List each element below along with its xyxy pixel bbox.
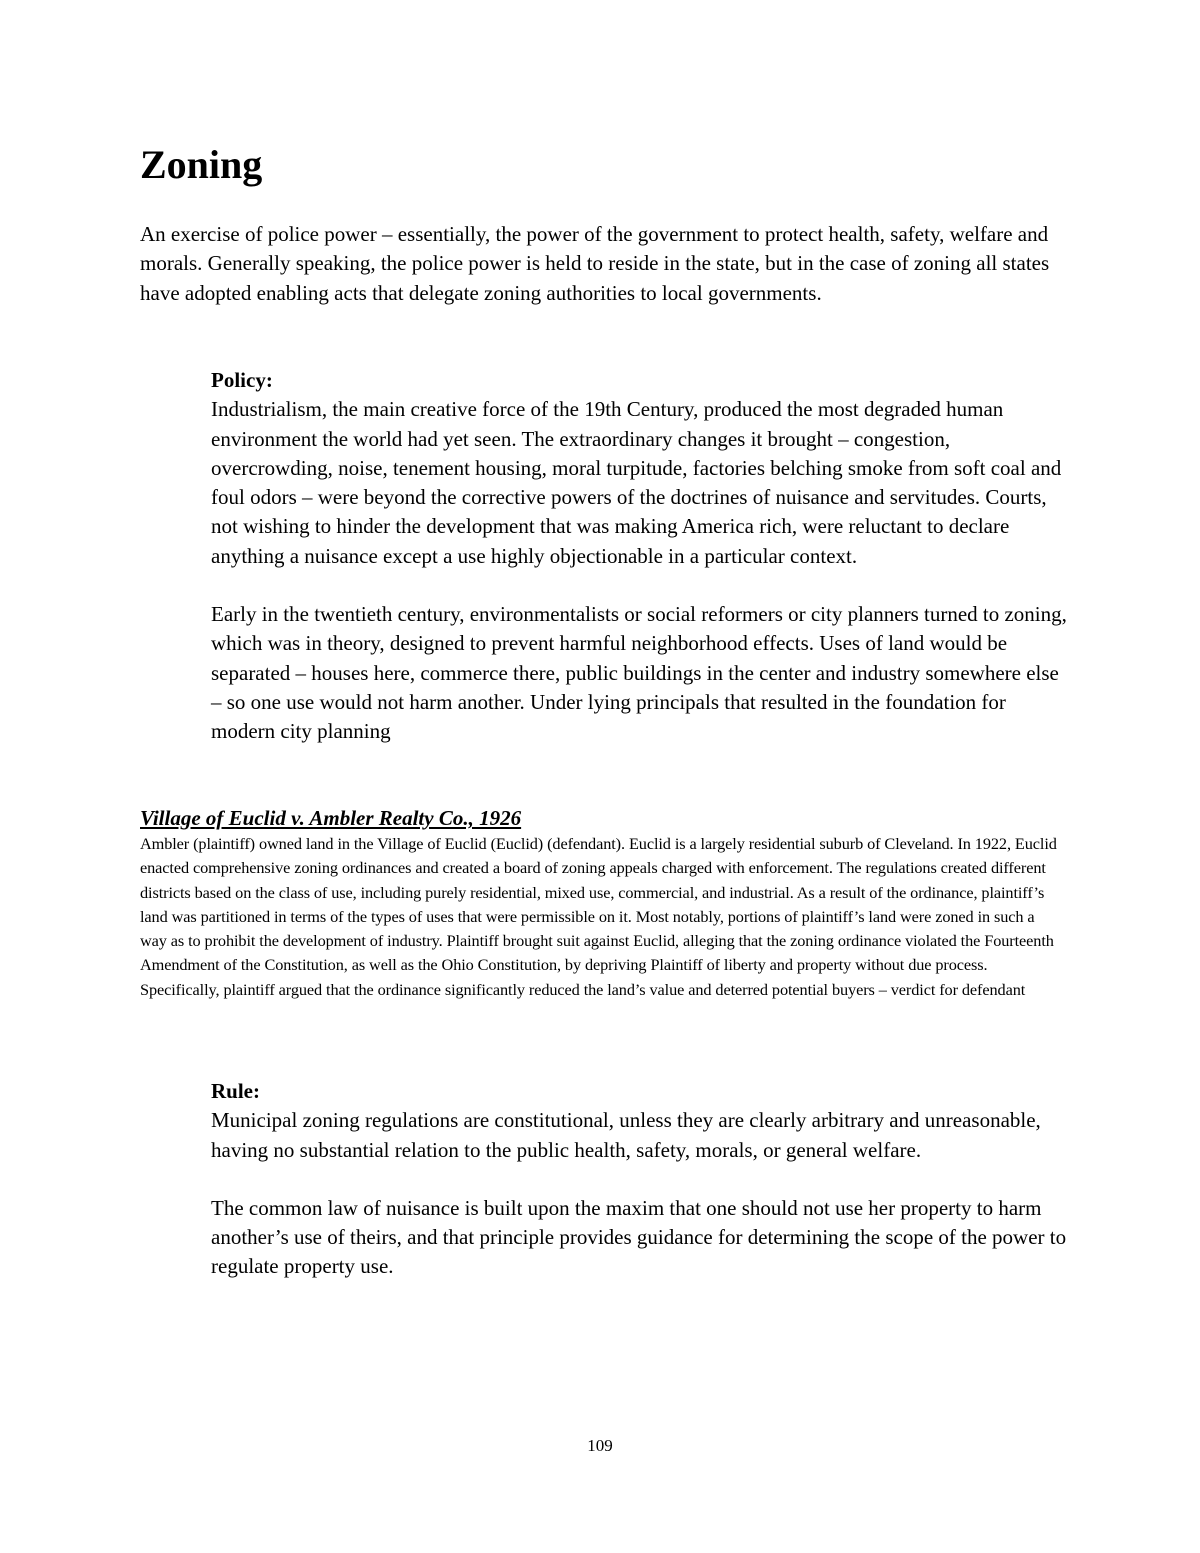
case-summary: Ambler (plaintiff) owned land in the Village of Euclid (Euclid) (defendant). Euclid is a largely residential suburb of Cleveland. In 1922, Euclid enacted comprehensive zoning ordinances and created a board of zoning appeals charged with enforcement. The regulations created different districts based on the class of use, including purely residential, mixed use, commercial, and industrial. As a result of the ordinance, plaintiff’s land was partitioned in terms of the types of uses that were permissible on it. Most notably, portions of plaintiff’s land were zoned in such a way as to prohibit the development of industry. Plaintiff brought suit against Euclid, alleging that the zoning ordinance violated the Fourteenth Amendment of the Constitution, as well as the Ohio Constitution, by depriving Plaintiff of liberty and property without due process. Specifically, plaintiff argued that the ordinance significantly reduced the land’s value and deterred potential buyers – verdict for defendant	[140, 834, 1057, 999]
rule-paragraph-1: Municipal zoning regulations are constitutional, unless they are clearly arbitrary and unreasonable, having no substantial relation to the public health, safety, morals, or general welfare.	[211, 1108, 1041, 1162]
policy-paragraph-1: Industrialism, the main creative force of the 19th Century, produced the most degraded human environment the world had yet seen. The extraordinary changes it brought – congestion, overcrowding, noise, tenement housing, moral turpitude, factories belching smoke from soft coal and foul odors – were beyond the corrective powers of the doctrines of nuisance and servitudes. Courts, not wishing to hinder the development that was making America rich, were reluctant to declare anything a nuisance except a use highly objectionable in a particular context.	[211, 397, 1062, 568]
rule-section	[211, 1077, 1071, 1282]
case-title: Village of Euclid v. Ambler Realty Co., 1926	[140, 806, 522, 830]
policy-paragraph-2: Early in the twentieth century, environmentalists or social reformers or city planners turned to zoning, which was in theory, designed to prevent harmful neighborhood effects. Uses of land would be separated – houses here, commerce there, public buildings in the center and industry somewhere else – so one use would not harm another. Under lying principals that resulted in the foundation for modern city planning	[211, 602, 1067, 744]
page-number: 109	[587, 1436, 613, 1455]
page-title: Zoning	[140, 142, 263, 187]
policy-section	[211, 366, 1071, 747]
intro-paragraph: An exercise of police power – essentially, the power of the government to protect health, safety, welfare and morals. Generally speaking, the police power is held to reside in the state, but in the case of zoning all states have adopted enabling acts that delegate zoning authorities to local governments.	[140, 222, 1050, 305]
rule-heading: Rule:	[211, 1079, 260, 1103]
rule-paragraph-2: The common law of nuisance is built upon the maxim that one should not use her property to harm another’s use of theirs, and that principle provides guidance for determining the scope of the power to regulate property use.	[211, 1195, 1067, 1279]
policy-heading: Policy:	[211, 368, 273, 392]
